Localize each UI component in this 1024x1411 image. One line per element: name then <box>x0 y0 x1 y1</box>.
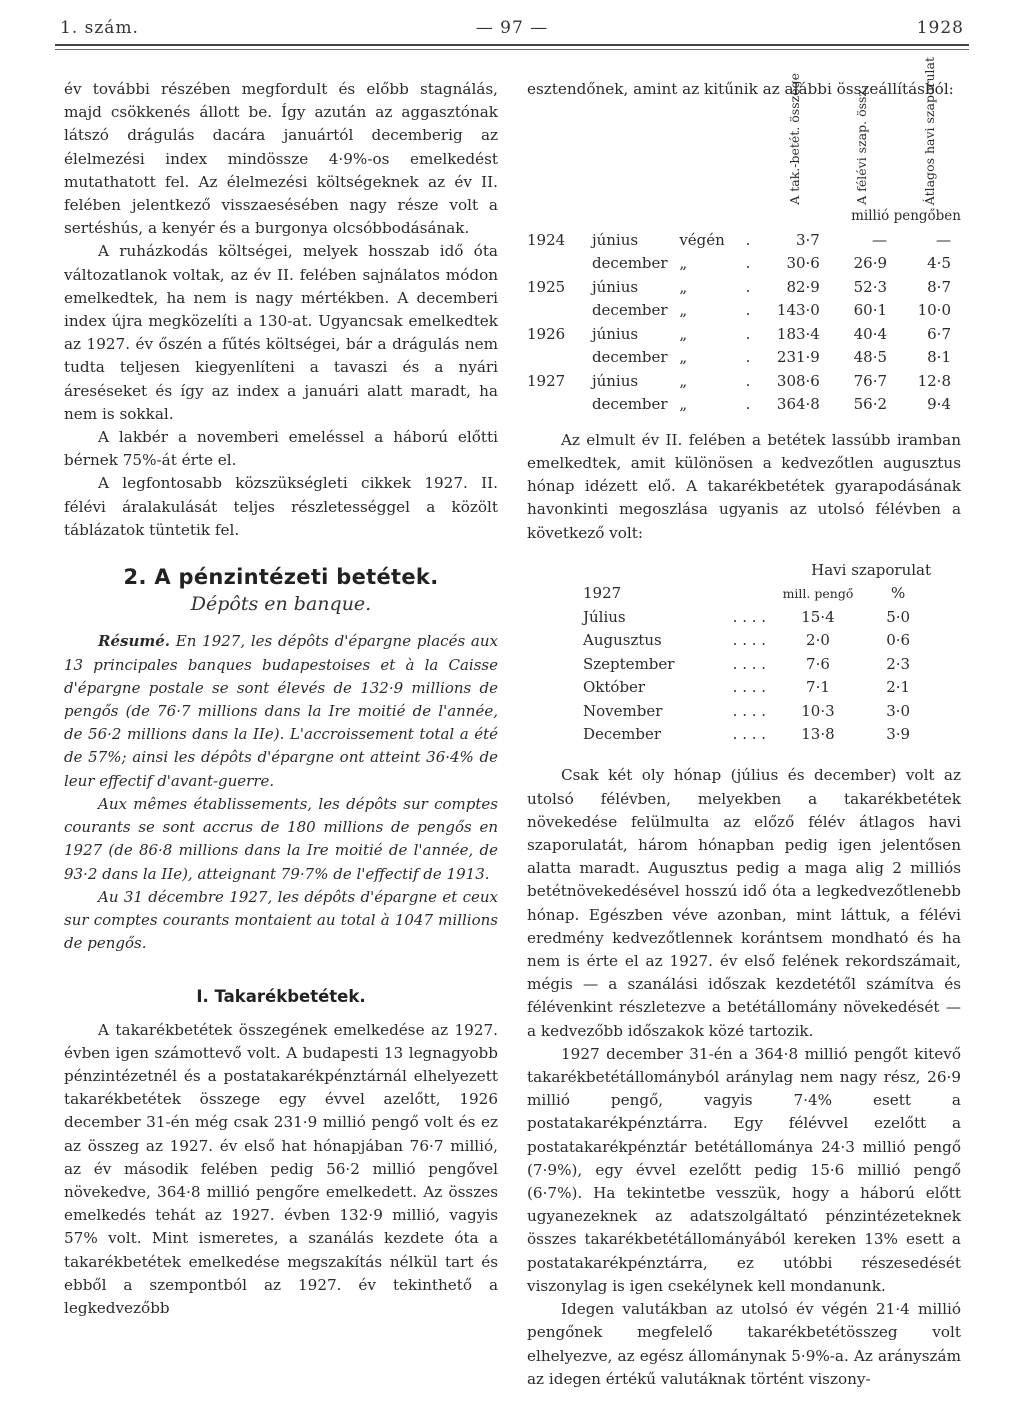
cell-year: 1924 <box>527 230 566 249</box>
table-row: Szeptember . . . . 7·6 2·3 <box>583 652 943 676</box>
table-row: December . . . . 13·8 3·9 <box>583 723 943 747</box>
cell-month: december <box>591 301 668 320</box>
cell-value: 76·7 <box>853 371 888 390</box>
running-header <box>60 18 964 42</box>
table-row: 1926 június „ . 183·4 40·4 6·7 <box>527 323 961 347</box>
cell-value: — <box>936 230 951 249</box>
cell-year: 1926 <box>527 324 566 343</box>
issue-number: 1. szám. <box>60 18 139 38</box>
cell-value: 48·5 <box>853 348 888 367</box>
table-row: November . . . . 10·3 3·0 <box>583 699 943 723</box>
cell-value: 5·0 <box>886 607 911 626</box>
cell-value: 13·8 <box>801 725 835 744</box>
cell-qualifier: „ <box>679 371 688 390</box>
table-row: Július . . . . 15·4 5·0 <box>583 605 943 629</box>
cell-qualifier: „ <box>679 348 688 367</box>
cell-value: 82·9 <box>786 277 820 296</box>
table-row: december „ . 30·6 26·9 4·5 <box>527 252 961 276</box>
subsection-heading: I. Takarékbetétek. <box>196 987 366 1007</box>
paragraph: Az elmult év II. felében a betétek lassúbb iramban emelkedtek, amit különösen a kedvezőtlen augusztus hónap idézett elő. A takarékbetétek gyarapodásának havonkinti megoszlása ugyanis az utolsó félévben a következő volt: <box>527 430 961 542</box>
paragraph: A legfontosabb közszükségleti cikkek 1927. II. félévi áralakulását teljes részletességgel a közölt táblázatok tüntetik fel. <box>64 474 498 539</box>
cell-value: 4·5 <box>927 254 951 273</box>
column-header: Átlagos havi szaporulat <box>922 56 937 206</box>
cell-value: 7·6 <box>806 654 830 673</box>
cell-value: 6·7 <box>927 324 951 343</box>
right-column <box>527 56 961 1391</box>
cell-year <box>527 346 592 370</box>
paragraph: Idegen valutákban az utolsó év végén 21·4 millió pengőnek megfelelő takarékbetétösszeg volt elhelyezve, az egész állománynak 5·9%-a. Az arányszám az idegen értékű valutáknak történt viszony- <box>527 1300 961 1388</box>
cell-year: 1925 <box>527 277 566 296</box>
resume-paragraph: Aux mêmes établissements, les dépôts sur comptes courants se sont accrus de 180 millions de pengős en 1927 (de 86·8 millions dans la Ire moitié de l'année, de 93·2 dans la IIe), atteignant 79·7% de l'effectif de 1913. <box>64 794 498 883</box>
page-number: — 97 — <box>475 18 549 38</box>
paragraph: Csak két oly hónap (július és december) volt az utolsó félévben, melyekben a takarékbetétek növekedése felülmulta az előző félév átlagos havi szaporulatát, három hónapban pedig igen jelentősen alatta maradt. Augusztus pedig a maga alig 2 milliós betétnövekedésével hosszú idő óta a legkedvezőtlenebb hónap. Egészben véve azonban, mint láttuk, a félévi eredmény kedvezőtlennek korántsem mondható és ha nem is érte el az 1927. év első felének rekordszámait, mégis — a szanálási időszak kezdetétől számítva és félévenkint részletezve a betétállomány növekedését — a kedvezőbb időszakok közé tartozik. <box>527 766 961 1040</box>
resume-text: En 1927, les dépôts d'épargne placés aux 13 principales banques budapestoises et à la Caisse d'épargne postale se sont élevés de 132·9 millions de pengős (de 76·7 millions dans la Ire moitié de l'année, de 56·2 millions dans la IIe). L'accroissement total a été de 57%; ainsi les dépôts d'épargne ont atteint 36·4% de leur effectif d'avant-guerre. <box>64 632 498 790</box>
unit-label: mill. pengő <box>782 586 854 602</box>
table-row: Október . . . . 7·1 2·1 <box>583 676 943 700</box>
table-row: december „ . 143·0 60·1 10·0 <box>527 299 961 323</box>
cell-month: június <box>591 324 639 343</box>
paragraph: 1927 december 31-én a 364·8 millió pengőt kitevő takarékbetétállományból aránylag nem nagy rész, 26·9 millió pengő, vagyis 7·4% esett a postatakarékpénztárra. Egy félévvel ezelőtt a postatakarékpénztár betétállománya 24·3 millió pengő (7·9%), egy évvel ezelőtt pedig 15·6 millió pengő (6·7%). Ha tekintetbe vesszük, hogy a háború előtt ugyanezeknek az adatszolgáltató pénzintézeteknek összes takarékbetétállományából kereken 13% esett a postatakarékpénztárra, ez utóbbi részesedését viszonylag is igen csekélynek kell mondanunk. <box>527 1044 961 1295</box>
cell-qualifier: „ <box>679 301 688 320</box>
cell-month: június <box>591 230 639 249</box>
cell-year <box>527 252 592 276</box>
cell-value: 183·4 <box>776 324 820 343</box>
table-row: 1924 június végén . 3·7 — — <box>527 229 961 253</box>
cell-value: 10·3 <box>801 701 835 720</box>
cell-year: 1927 <box>527 371 566 390</box>
cell-value: 8·1 <box>927 348 951 367</box>
cell-qualifier: „ <box>679 277 688 296</box>
cell-month: december <box>591 254 668 273</box>
resume-paragraph: Au 31 décembre 1927, les dépôts d'épargne et ceux sur comptes courants montaient au total à 1047 millions de pengős. <box>64 887 498 953</box>
cell-value: 30·6 <box>786 254 820 273</box>
cell-month: június <box>591 277 639 296</box>
paragraph: esztendőnek, amint az kitűnik az alábbi összeállításból: <box>527 80 954 98</box>
column-header: A félévi szap. össz. <box>854 86 870 206</box>
header-rule <box>55 44 969 46</box>
cell-month: június <box>591 371 639 390</box>
table-row: 1925 június „ . 82·9 52·3 8·7 <box>527 276 961 300</box>
cell-month: Július <box>583 607 626 626</box>
cell-value: 52·3 <box>853 277 888 296</box>
table-row: december „ . 364·8 56·2 9·4 <box>527 393 961 417</box>
cell-month: Augusztus <box>583 631 662 650</box>
year: 1928 <box>916 18 964 38</box>
cell-value: 26·9 <box>853 254 888 273</box>
cell-value: 143·0 <box>776 301 820 320</box>
paragraph: A takarékbetétek összegének emelkedése az 1927. évben igen számottevő volt. A budapesti 13 legnagyobb pénzintézetnél és a postatakarékpénztárnál elhelyezett takarékbetétek összege egy évvel azelőtt, 1926 december 31-én még csak 231·9 millió pengő volt és ez az összeg az 1927. év első hat hónapjában 76·7 millió, az év második felében pedig 56·2 millió pengővel növekedve, 364·8 millió pengőre emelkedett. Az összes emelkedés tehát az 1927. évben 132·9 millió, vagyis 57% volt. Mint ismeretes, a szanálás kezdete óta a takarékbetétek emelkedése megszakítás nélkül tart és ebből a szempontból az 1927. év tekinthető a legkedvezőbb <box>64 1020 498 1317</box>
cell-year <box>527 393 592 417</box>
section-heading: 2. A pénzintézeti betétek. <box>123 565 439 590</box>
cell-value: 7·1 <box>806 678 830 697</box>
cell-month: Szeptember <box>583 654 675 673</box>
cell-month: December <box>583 725 662 744</box>
paragraph: év további részében megfordult és előbb stagnálás, majd csökkenés állott be. Így azután az aggasztónak látszó drágulás dacára januártól decemberig az élelmezési index mindössze 4·9%-os emelkedést mutathatott fel. Az élelmezési költségeknek az év II. felében jelentkező visszaesésében nagy része volt a sertéshús, a kenyér és a burgonya olcsóbbodásának. <box>64 80 498 238</box>
header-rule-thin <box>55 49 969 50</box>
cell-value: 8·7 <box>927 277 951 296</box>
cell-month: Október <box>583 678 646 697</box>
cell-value: 0·6 <box>886 631 911 650</box>
cell-value: 12·8 <box>917 371 951 390</box>
cell-value: 2·1 <box>886 678 911 697</box>
cell-value: 3·0 <box>886 701 911 720</box>
cell-qualifier: „ <box>679 395 688 414</box>
cell-value: 308·6 <box>776 371 820 390</box>
cell-value: 56·2 <box>853 395 888 414</box>
cell-value: — <box>872 230 888 249</box>
resume-paragraph <box>64 630 498 792</box>
table2-title: Havi szaporulat <box>811 560 931 579</box>
cell-qualifier: végén <box>679 230 725 249</box>
table2-year: 1927 <box>583 584 622 603</box>
cell-qualifier: „ <box>679 324 688 343</box>
unit-label: % <box>891 584 906 603</box>
section-subheading: Dépôts en banque. <box>190 593 372 616</box>
table-row: december „ . 231·9 48·5 8·1 <box>527 346 961 370</box>
cell-value: 231·9 <box>776 348 820 367</box>
monthly-growth-table <box>583 582 943 747</box>
cell-value: 40·4 <box>853 324 888 343</box>
resume-label: Résumé. <box>98 632 170 651</box>
cell-value: 10·0 <box>917 301 951 320</box>
column-header: A tak.-betét. összege <box>786 73 802 206</box>
table-row: Augusztus . . . . 2·0 0·6 <box>583 629 943 653</box>
left-column <box>64 78 498 1320</box>
cell-month: december <box>591 348 668 367</box>
cell-year <box>527 299 592 323</box>
cell-value: 364·8 <box>776 395 820 414</box>
cell-value: 60·1 <box>853 301 888 320</box>
paragraph: A ruházkodás költségei, melyek hosszab idő óta változatlanok voltak, az év II. felében sajnálatos módon emelkedtek, ha nem is nagy mértékben. A decemberi index újra megközelíti a 130-at. Ugyancsak emelkedtek az 1927. év őszén a fűtés költségei, bár a drágulás nem tudta teljesen kiegyenlíteni a tavaszi és a nyári áreséseket és így az index a januári alatt maradt, ha nem is sokkal. <box>64 242 498 423</box>
cell-value: 15·4 <box>801 607 835 626</box>
cell-qualifier: „ <box>679 254 688 273</box>
cell-value: 9·4 <box>927 395 951 414</box>
cell-value: 2·0 <box>806 631 830 650</box>
cell-month: december <box>591 395 668 414</box>
cell-value: 3·7 <box>796 230 820 249</box>
unit-label: millió pengőben <box>851 208 961 225</box>
cell-value: 3·9 <box>886 725 911 744</box>
cell-month: November <box>583 701 663 720</box>
table-row: 1927 június „ . 308·6 76·7 12·8 <box>527 370 961 394</box>
paragraph: A lakbér a novemberi emeléssel a háború előtti bérnek 75%-át érte el. <box>64 428 498 470</box>
cell-value: 2·3 <box>886 654 911 673</box>
